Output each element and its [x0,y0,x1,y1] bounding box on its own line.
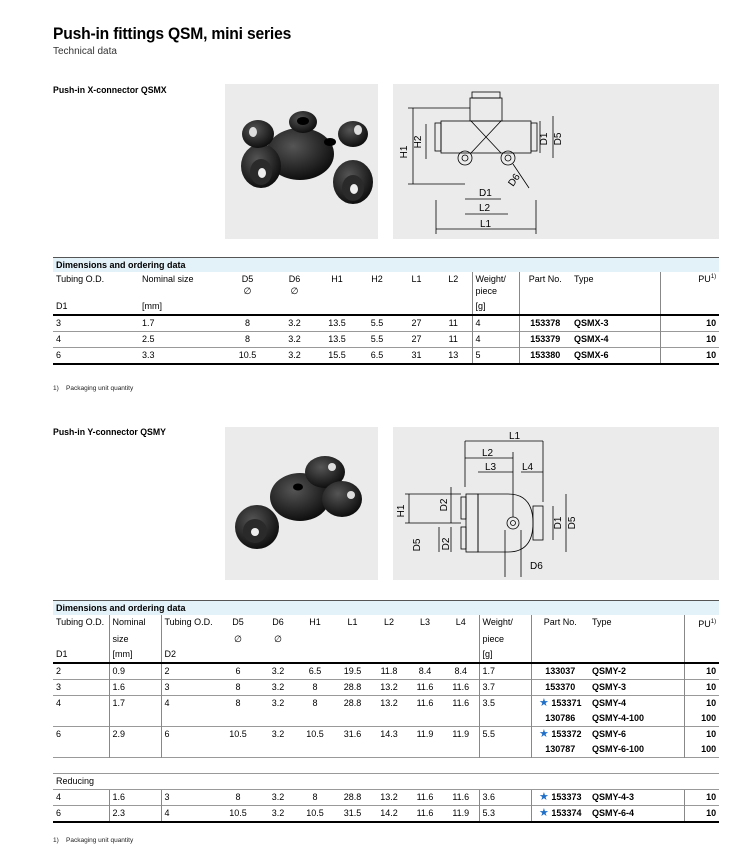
qsmx-h-mm: [mm] [142,301,162,311]
qsmx-cell-nom: 2.5 [139,332,224,348]
qsmy-h-type: Type [592,617,612,627]
table-row-spacer [53,758,719,774]
qsmy-cell-h1: 10.5 [296,806,334,823]
qsmy-cell-d5 [216,711,260,727]
qsmy-cell-nom [109,742,161,758]
qsmy-cell-part [531,680,589,696]
qsmx-cell-d6: 3.2 [271,315,318,332]
qsmx-h-d1: D1 [56,301,68,311]
qsmx-cell-d5: 10.5 [224,348,271,365]
qsmx-cell-pu: 10 [660,348,719,365]
qsmy-cell-d5: 8 [216,696,260,712]
qsmy-cell-pu: 100 [684,711,719,727]
star-icon: ★ [539,728,549,740]
qsmy-dim-l2: L2 [482,448,494,459]
qsmy-h-pu: PU$^{1)}$ [684,615,719,632]
qsmy-cell-type: QSMY-6-100 [592,744,645,754]
star-icon: ★ [539,807,549,819]
qsmy-cell-d2: 3 [161,790,216,806]
qsmx-cell-w: 4 [472,315,519,332]
qsmy-cell-type: QSMY-2 [589,663,684,680]
qsmx-cell-pu: 10 [660,315,719,332]
star-icon: ★ [539,697,549,709]
qsmx-dim-d6: D6 [506,171,523,189]
qsmy-cell-l2: 11.8 [371,663,407,680]
qsmy-h-mm: [mm] [109,647,161,663]
qsmx-h-nominal: Nominal size [142,274,194,284]
qsmx-dim-h1: H1 [399,145,410,159]
qsmx-cell-type: QSMX-3 [571,315,660,332]
qsmy-cell-d2: 2 [161,663,216,680]
qsmy-dim-d5a: D5 [412,538,423,552]
qsmy-cell-pu: 10 [684,727,719,743]
qsmy-cell-pu: 100 [684,742,719,758]
qsmy-cell-d5: 6 [216,663,260,680]
qsmy-dim-l3: L3 [485,462,497,473]
qsmy-h-partno: Part No. [531,615,589,632]
qsmy-cell-part [531,711,589,727]
part-number: 133037 [545,666,576,676]
qsmy-h-l1: L1 [347,617,358,627]
qsmy-cell-h1: 8 [296,790,334,806]
qsmy-cell-l1: 31.5 [334,806,371,823]
qsmx-section-title: Push-in X-connector QSMX [53,85,167,96]
qsmx-cell-l2: 11 [435,332,472,348]
qsmy-cell-l3: 11.9 [407,727,443,743]
qsmx-cell-w: 4 [472,332,519,348]
page-subtitle: Technical data [53,46,117,57]
qsmy-cell-nom: 0.9 [109,663,161,680]
part-number: 153373 [551,792,582,802]
qsmy-cell-d6 [260,742,296,758]
qsmy-cell-d5 [216,742,260,758]
qsmx-cell-d6: 3.2 [271,332,318,348]
qsmy-cell-d1 [53,742,109,758]
qsmy-cell-pu: 10 [684,696,719,712]
qsmx-table-title: Dimensions and ordering data [53,258,719,273]
qsmy-cell-h1: 8 [296,696,334,712]
qsmy-cell-d5: 10.5 [216,806,260,823]
table-row [53,680,719,696]
qsmy-cell-pu: 10 [684,680,719,696]
qsmy-cell-h1: 6.5 [296,663,334,680]
qsmy-product-photo [225,427,378,580]
qsmy-footnote: 1) Packaging unit quantity [53,837,134,844]
qsmx-h-d5-sym: ∅ [243,286,252,296]
qsmy-cell-l4: 8.4 [443,663,479,680]
qsmx-cell-d1: 3 [53,315,139,332]
qsmx-h-weight: Weight/ [472,272,519,284]
qsmy-cell-w: 3.5 [479,696,531,712]
qsmy-h-l4: L4 [455,617,466,627]
qsmy-h-tubing2: Tubing O.D. [161,615,216,632]
qsmy-h-size: size [109,632,161,647]
qsmy-cell-type: QSMY-3 [589,680,684,696]
qsmx-cell-w: 5 [472,348,519,365]
qsmy-cell-d5: 8 [216,790,260,806]
qsmy-cell-d1: 4 [53,696,109,712]
qsmx-product-photo [225,84,378,239]
table-row [53,790,719,806]
qsmx-cell-l2: 11 [435,315,472,332]
qsmy-cell-pu: 10 [684,806,719,823]
qsmx-cell-nom: 1.7 [139,315,224,332]
qsmy-cell-l2: 13.2 [371,696,407,712]
qsmy-cell-w: 3.7 [479,680,531,696]
qsmy-cell-w: 3.6 [479,790,531,806]
table-row [53,711,719,727]
part-number: 153370 [545,682,576,692]
qsmx-h-h2: H2 [371,274,383,284]
qsmx-cell-type: QSMX-4 [571,332,660,348]
qsmy-cell-d6: 3.2 [260,806,296,823]
qsmy-section-title: Push-in Y-connector QSMY [53,427,167,438]
qsmy-cell-w: 5.3 [479,806,531,823]
qsmy-h-weight: Weight/ [479,615,531,632]
qsmx-dim-h2: H2 [413,135,424,149]
qsmy-cell-l1: 31.6 [334,727,371,743]
qsmy-cell-part [531,806,589,823]
qsmy-cell-l4 [443,711,479,727]
qsmy-dim-h1: H1 [396,504,407,518]
qsmy-cell-l2: 13.2 [371,790,407,806]
qsmy-cell-d1: 6 [53,806,109,823]
qsmy-cell-pu: 10 [684,663,719,680]
qsmx-h-d6: D6 [288,274,301,284]
qsmy-cell-d6: 3.2 [260,696,296,712]
qsmx-cell-part: 153379 [519,332,571,348]
part-number: 153374 [551,808,582,818]
qsmy-cell-l3 [407,711,443,727]
qsmx-h-d5: D5 [241,274,254,284]
part-number: 153371 [551,698,582,708]
qsmx-cell-part: 153378 [519,315,571,332]
table-row [53,315,719,332]
qsmy-cell-d5: 10.5 [216,727,260,743]
qsmy-h-d6: D6 [272,617,284,627]
qsmy-cell-w [479,742,531,758]
table-row [53,663,719,680]
qsmy-h-d6-sym: ∅ [274,634,282,644]
qsmy-cell-pu: 10 [684,790,719,806]
qsmy-dim-d2a: D2 [439,498,450,512]
qsmx-h-type: Type [574,274,594,284]
qsmy-h-d2: D2 [161,647,216,663]
qsmy-cell-part [531,790,589,806]
qsmy-cell-d1: 6 [53,727,109,743]
qsmx-cell-d1: 4 [53,332,139,348]
qsmy-cell-w: 5.5 [479,727,531,743]
qsmy-cell-l4: 11.6 [443,680,479,696]
qsmy-cell-d6 [260,711,296,727]
qsmx-h-d6-sym: ∅ [290,286,299,296]
qsmy-cell-h1 [296,711,334,727]
qsmy-cell-d1: 2 [53,663,109,680]
table-row [53,806,719,823]
qsmy-cell-l1: 28.8 [334,680,371,696]
qsmy-h-tubing: Tubing O.D. [56,617,105,627]
qsmy-cell-w [479,711,531,727]
qsmx-cell-d5: 8 [224,332,271,348]
qsmy-cell-l2: 13.2 [371,680,407,696]
qsmy-cell-d2 [161,742,216,758]
table-row [53,742,719,758]
qsmy-cell-h1 [296,742,334,758]
qsmy-dim-d2b: D2 [441,537,452,551]
qsmy-table-title: Dimensions and ordering data [53,601,719,616]
qsmx-cell-h1: 13.5 [318,315,356,332]
reducing-label-row [53,774,719,790]
qsmy-cell-type: QSMY-6-4 [589,806,684,823]
qsmx-cell-pu: 10 [660,332,719,348]
reducing-label: Reducing [53,774,719,790]
qsmx-dim-l2: L2 [479,203,491,214]
qsmx-cell-h2: 6.5 [356,348,398,365]
qsmy-cell-l3: 8.4 [407,663,443,680]
qsmy-cell-d2: 6 [161,727,216,743]
qsmx-dimension-drawing [393,84,719,239]
qsmy-cell-type: QSMY-4-3 [589,790,684,806]
table-row [53,332,719,348]
qsmy-h-l3: L3 [419,617,430,627]
qsmy-h-l2: L2 [383,617,394,627]
part-number: 153372 [551,729,582,739]
qsmx-cell-h2: 5.5 [356,315,398,332]
qsmy-cell-l3: 11.6 [407,680,443,696]
qsmy-dim-d5b: D5 [567,516,578,530]
qsmy-cell-d2: 3 [161,680,216,696]
qsmy-cell-l4: 11.9 [443,806,479,823]
qsmy-dimension-drawing [393,427,719,580]
qsmy-dim-l1: L1 [509,431,521,442]
qsmx-footnote: 1) Packaging unit quantity [53,385,134,392]
qsmy-cell-d1: 3 [53,680,109,696]
qsmy-cell-l1: 28.8 [334,790,371,806]
qsmy-cell-l1 [334,711,371,727]
qsmy-dim-l4: L4 [522,462,534,473]
qsmy-cell-h1: 8 [296,680,334,696]
qsmy-cell-h1: 10.5 [296,727,334,743]
qsmy-cell-nom [109,711,161,727]
qsmy-cell-nom: 1.6 [109,680,161,696]
qsmy-cell-nom: 2.9 [109,727,161,743]
qsmx-cell-l1: 27 [398,332,435,348]
qsmy-cell-d6: 3.2 [260,680,296,696]
qsmy-cell-d1 [53,711,109,727]
qsmy-dim-d1: D1 [553,516,564,530]
qsmy-cell-l2 [371,711,407,727]
qsmy-cell-part [531,696,589,712]
qsmy-cell-part [531,663,589,680]
qsmx-cell-d6: 3.2 [271,348,318,365]
qsmy-cell-l3 [407,742,443,758]
qsmy-cell-part [531,742,589,758]
qsmy-cell-l1: 28.8 [334,696,371,712]
qsmx-dim-d5: D5 [553,132,564,146]
star-icon: ★ [539,791,549,803]
qsmx-h-h1: H1 [331,274,343,284]
qsmy-cell-d6: 3.2 [260,727,296,743]
qsmy-cell-d2: 4 [161,696,216,712]
qsmx-cell-type: QSMX-6 [571,348,660,365]
qsmy-cell-nom: 1.7 [109,696,161,712]
part-number: 130787 [545,744,576,754]
qsmx-h-l2: L2 [448,274,459,284]
qsmx-cell-part: 153380 [519,348,571,365]
qsmy-cell-l1 [334,742,371,758]
qsmx-h-l1: L1 [411,274,422,284]
qsmy-h-d5-sym: ∅ [234,634,242,644]
qsmx-cell-h1: 15.5 [318,348,356,365]
qsmy-h-nominal: Nominal [109,615,161,632]
qsmx-h-tubing: Tubing O.D. [56,274,105,284]
qsmx-dim-l1: L1 [480,219,492,230]
qsmy-cell-l3: 11.6 [407,790,443,806]
qsmy-cell-part [531,727,589,743]
qsmy-cell-nom: 2.3 [109,806,161,823]
qsmy-ordering-table [53,600,719,823]
qsmx-cell-d1: 6 [53,348,139,365]
qsmx-cell-l1: 31 [398,348,435,365]
table-row [53,696,719,712]
qsmy-cell-d1: 4 [53,790,109,806]
qsmy-cell-l3: 11.6 [407,806,443,823]
qsmx-cell-l2: 13 [435,348,472,365]
page-title: Push-in fittings QSM, mini series [53,24,292,43]
qsmy-h-d5: D5 [232,617,244,627]
qsmy-h-d1: D1 [56,649,68,659]
qsmx-dim-d1: D1 [539,132,550,146]
qsmy-cell-type: QSMY-4-100 [592,713,645,723]
qsmy-cell-nom: 1.6 [109,790,161,806]
qsmy-cell-l4: 11.6 [443,696,479,712]
qsmy-cell-l2: 14.3 [371,727,407,743]
qsmy-cell-type: QSMY-6 [589,727,684,743]
part-number: 130786 [545,713,576,723]
qsmx-h-partno: Part No. [519,272,571,284]
qsmx-cell-h1: 13.5 [318,332,356,348]
qsmy-cell-d2 [161,711,216,727]
qsmx-cell-d5: 8 [224,315,271,332]
qsmy-cell-w: 1.7 [479,663,531,680]
qsmx-h-weight-piece: piece [472,284,519,299]
qsmy-cell-l4: 11.6 [443,790,479,806]
qsmy-h-g: [g] [479,647,531,663]
qsmx-cell-h2: 5.5 [356,332,398,348]
qsmy-h-weight-piece: piece [479,632,531,647]
qsmy-cell-l3: 11.6 [407,696,443,712]
qsmy-cell-type: QSMY-4 [589,696,684,712]
qsmy-cell-l2 [371,742,407,758]
qsmx-dim-d1b: D1 [479,188,492,199]
qsmy-cell-l2: 14.2 [371,806,407,823]
qsmy-cell-d6: 3.2 [260,663,296,680]
qsmy-h-h1: H1 [309,617,321,627]
qsmx-h-g: [g] [472,299,519,315]
table-row [53,348,719,365]
qsmy-cell-d5: 8 [216,680,260,696]
qsmy-cell-l4: 11.9 [443,727,479,743]
qsmy-cell-d2: 4 [161,806,216,823]
qsmy-dim-d6: D6 [530,561,543,572]
qsmy-cell-l1: 19.5 [334,663,371,680]
qsmx-cell-l1: 27 [398,315,435,332]
qsmx-h-pu: PU$^{1)}$ [660,272,719,284]
qsmy-cell-d6: 3.2 [260,790,296,806]
table-row [53,727,719,743]
qsmy-cell-l4 [443,742,479,758]
qsmx-cell-nom: 3.3 [139,348,224,365]
qsmx-ordering-table [53,257,719,365]
